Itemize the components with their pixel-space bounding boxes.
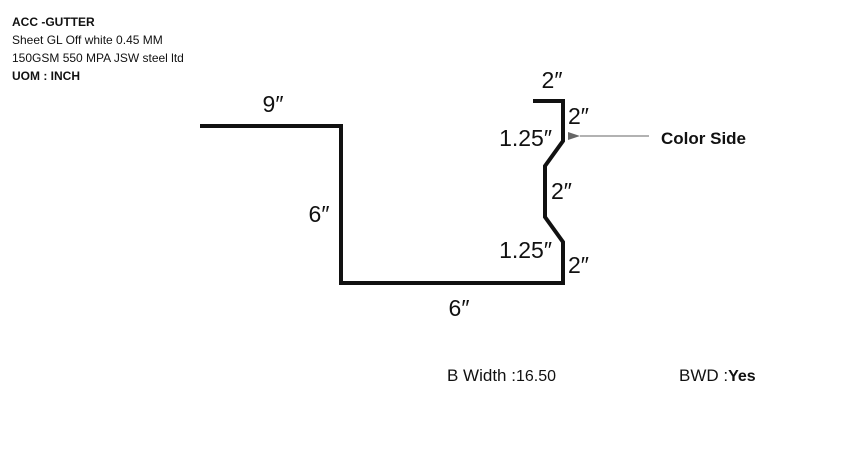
dim-upper-bevel: 1.25″ (499, 125, 552, 151)
blank-width-value: 16.50 (515, 368, 557, 385)
bwd-indicator (679, 366, 756, 386)
color-side-label: Color Side (661, 129, 747, 148)
blank-width-label: B Width : (447, 366, 516, 385)
dim-top-lip: 2″ (541, 67, 563, 93)
material-spec: 150GSM 550 MPA JSW steel ltd (12, 51, 184, 65)
dim-left-wall: 6″ (308, 201, 330, 227)
blank-width (447, 366, 556, 386)
dim-right-bottom: 2″ (568, 252, 589, 278)
dim-middle: 2″ (551, 178, 572, 204)
dim-bottom: 6″ (448, 295, 470, 321)
bwd-label: BWD : (679, 366, 729, 385)
material-description: Sheet GL Off white 0.45 MM (12, 33, 163, 47)
product-title: ACC -GUTTER (12, 15, 95, 29)
dim-right-top: 2″ (568, 103, 589, 129)
unit-of-measure: UOM : INCH (12, 69, 80, 83)
dim-top-flange: 9″ (262, 91, 284, 117)
bwd-value: Yes (728, 368, 756, 385)
dim-lower-bevel: 1.25″ (499, 237, 552, 263)
